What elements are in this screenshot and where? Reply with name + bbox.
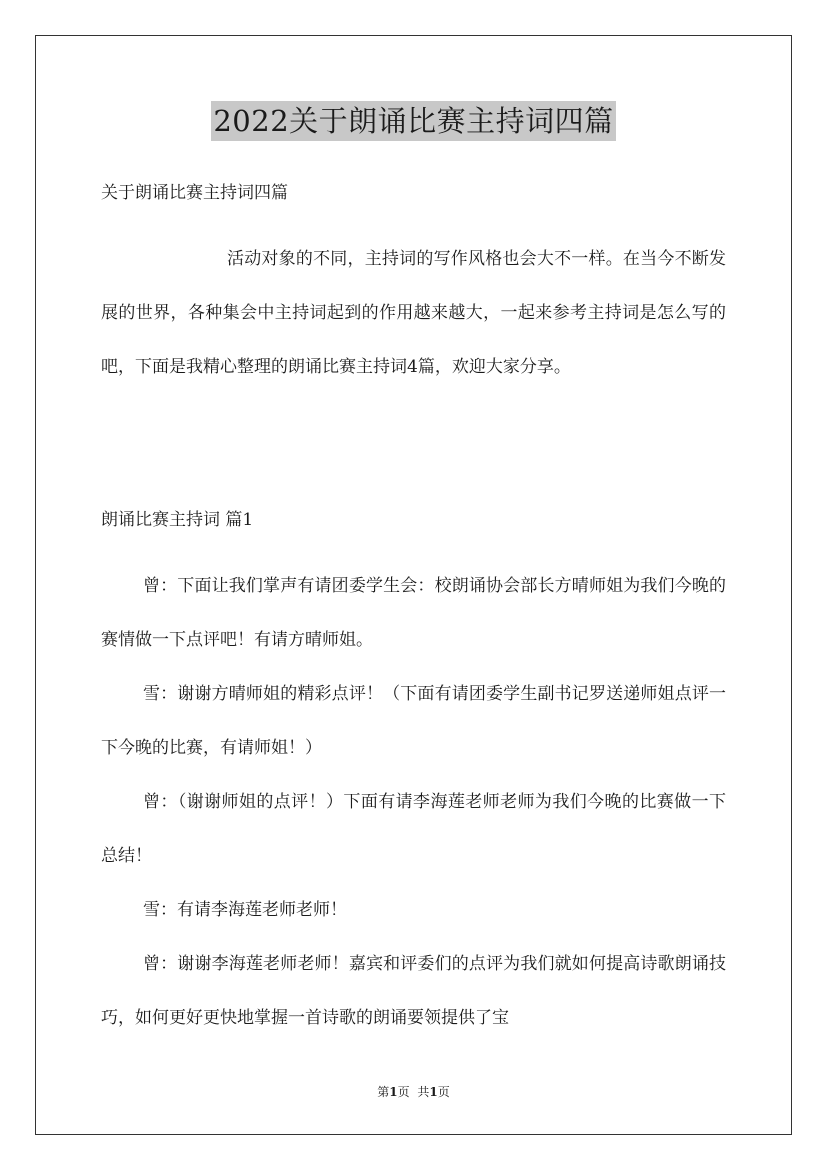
body-paragraph: 曾：下面让我们掌声有请团委学生会：校朗诵协会部长方晴师姐为我们今晚的赛情做一下点评吧！有请方晴师姐。 <box>101 576 726 650</box>
page-footer <box>0 1083 827 1101</box>
page-number: 1 <box>389 1085 398 1099</box>
body-paragraph: 雪：有请李海莲老师老师！ <box>143 900 347 920</box>
page-prefix: 第 <box>377 1085 390 1099</box>
body-paragraph: 曾：（谢谢师姐的点评！）下面有请李海莲老师老师为我们今晚的比赛做一下总结！ <box>101 792 726 866</box>
total-suffix: 页 <box>437 1085 450 1099</box>
title-container <box>0 101 827 141</box>
document-title: 2022关于朗诵比赛主持词四篇 <box>211 101 615 141</box>
section-heading: 朗诵比赛主持词 篇1 <box>101 510 254 530</box>
body-paragraph: 曾：谢谢李海莲老师老师！嘉宾和评委们的点评为我们就如何提高诗歌朗诵技巧，如何更好更快地掌握一首诗歌的朗诵要领提供了宝 <box>101 954 726 1028</box>
total-pages: 1 <box>429 1085 438 1099</box>
total-prefix: 共 <box>417 1085 430 1099</box>
document-body <box>101 559 726 1045</box>
body-paragraph: 雪：谢谢方晴师姐的精彩点评！（下面有请团委学生副书记罗送递师姐点评一下今晚的比赛，有请师姐！） <box>101 684 726 758</box>
intro-paragraph: 活动对象的不同，主持词的写作风格也会大不一样。在当今不断发展的世界，各种集会中主持词起到的作用越来越大，一起来参考主持词是怎么写的吧，下面是我精心整理的朗诵比赛主持词4篇，欢迎大家分享。 <box>101 249 726 377</box>
document-subtitle: 关于朗诵比赛主持词四篇 <box>101 183 288 203</box>
page-suffix: 页 <box>397 1085 410 1099</box>
